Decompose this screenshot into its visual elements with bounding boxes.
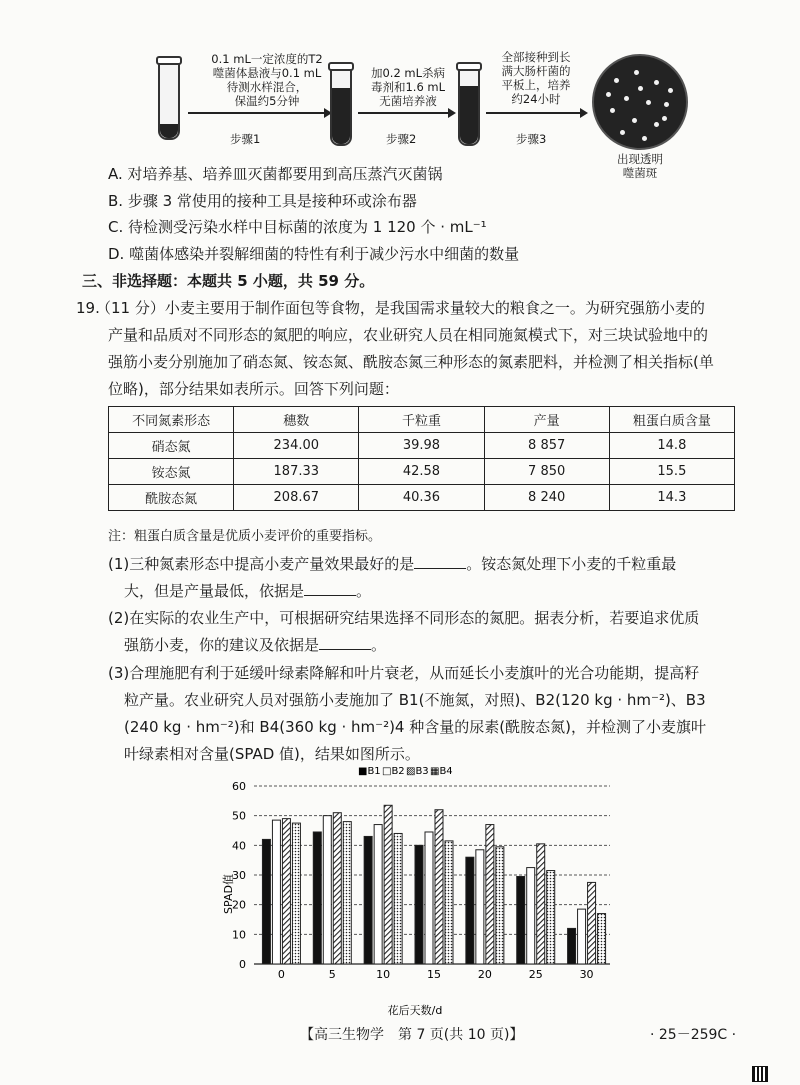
bar-b1 (262, 839, 270, 964)
x-tick-label: 0 (277, 968, 285, 981)
bar-b3 (282, 819, 290, 964)
table-cell: 8 240 (484, 485, 609, 511)
step3-label: 步骤3 (516, 132, 547, 146)
y-tick-label: 20 (232, 898, 246, 912)
q19-intro-4: 位略)，部分结果如表所示。回答下列问题： (108, 380, 399, 398)
table-header: 千粒重 (359, 407, 484, 433)
bar-b2 (578, 909, 586, 964)
table-header: 产量 (484, 407, 609, 433)
bar-b3 (588, 882, 596, 964)
bar-b4 (394, 833, 402, 964)
table-cell: 14.8 (609, 433, 734, 459)
bar-b3 (333, 813, 341, 964)
step1-label: 步骤1 (230, 132, 261, 146)
table-cell: 234.00 (234, 433, 359, 459)
option-a: A. 对培养基、培养皿灭菌都要用到高压蒸汽灭菌锅 (108, 165, 443, 183)
y-tick-label: 50 (232, 809, 246, 823)
bar-b4 (547, 871, 555, 964)
table-cell: 208.67 (234, 485, 359, 511)
table-row (109, 459, 735, 485)
legend-entry: ▨B3 (406, 766, 429, 777)
page-footer-center: 【高三生物学 第 7 页(共 10 页)】 (300, 1027, 524, 1043)
table-header: 粗蛋白质含量 (609, 407, 734, 433)
table-cell: 42.58 (359, 459, 484, 485)
table-row (109, 433, 735, 459)
section3-title: 三、非选择题：本题共 5 小题，共 59 分。 (82, 272, 375, 290)
bar-b2 (425, 832, 433, 964)
step3-note: 全部接种到长 满大肠杆菌的 平板上，培养 约24小时 (501, 50, 571, 106)
bar-b3 (537, 844, 545, 964)
x-tick-label: 5 (328, 968, 336, 981)
page-footer-right: · 25－259C · (650, 1027, 737, 1043)
table-cell: 15.5 (609, 459, 734, 485)
answer-blank-2[interactable] (304, 581, 356, 596)
x-tick-label: 20 (477, 968, 492, 981)
step1-note: 0.1 mL一定浓度的T2 噬菌体悬液与0.1 mL 待测水样混合， 保温约5分钟 (211, 52, 323, 108)
q19-sub1-text-a: (1)三种氮素形态中提高小麦产量效果最好的是 (108, 555, 415, 573)
bar-b1 (466, 857, 474, 964)
bar-b2 (476, 850, 484, 964)
bar-b1 (415, 845, 423, 964)
spad-bar-chart (210, 760, 620, 1020)
bar-b1 (364, 836, 372, 964)
q19-sub2-line1: (2)在实际的农业生产中，可根据研究结果选择不同形态的氮肥。据表分析，若要追求优质 (108, 609, 700, 627)
bar-b3 (486, 825, 494, 964)
table-cell: 40.36 (359, 485, 484, 511)
bar-b4 (343, 822, 351, 964)
step2-label: 步骤2 (386, 132, 417, 146)
y-tick-label: 10 (232, 928, 246, 942)
bar-b2 (272, 820, 280, 964)
answer-blank-3[interactable] (319, 635, 371, 650)
result-label: 出现透明 噬菌斑 (617, 152, 663, 180)
qr-code-icon (752, 1066, 768, 1082)
chart-legend (358, 766, 453, 777)
table-row (109, 485, 735, 511)
q19-sub1-text-d: 。 (356, 582, 372, 600)
q19-sub1-line2 (124, 580, 371, 602)
table-header: 穗数 (234, 407, 359, 433)
table-cell: 39.98 (359, 433, 484, 459)
step2-note: 加0.2 mL杀病 毒剂和1.6 mL 无菌培养液 (370, 66, 446, 108)
option-b: B. 步骤 3 常使用的接种工具是接种环或涂布器 (108, 192, 417, 210)
q19-intro-3: 强筋小麦分别施加了硝态氮、铵态氮、酰胺态氮三种形态的氮素肥料，并检测了相关指标(单 (108, 353, 714, 371)
x-tick-label: 30 (579, 968, 594, 981)
bar-b1 (313, 832, 321, 964)
option-d: D. 噬菌体感染并裂解细菌的特性有利于减少污水中细菌的数量 (108, 245, 520, 263)
bar-b4 (496, 847, 504, 964)
test-tube-1 (158, 60, 180, 140)
q19-number: 19. (76, 299, 100, 317)
q19-sub2-text-b: 。 (371, 636, 387, 654)
table-cell: 8 857 (484, 433, 609, 459)
y-axis-label: SPAD值 (222, 874, 235, 914)
bar-b2 (527, 868, 535, 964)
bar-b2 (323, 816, 331, 964)
x-tick-label: 25 (528, 968, 543, 981)
bar-b2 (374, 825, 382, 964)
q19-sub3-line1: (3)合理施肥有利于延缓叶绿素降解和叶片衰老，从而延长小麦旗叶的光合功能期，提高籽 (108, 664, 700, 682)
x-axis-label: 花后天数/d (387, 1004, 443, 1017)
y-tick-label: 60 (232, 780, 246, 793)
table-cell: 14.3 (609, 485, 734, 511)
bar-b1 (568, 928, 576, 964)
table-cell: 硝态氮 (109, 433, 234, 459)
q19-sub1-text-c: 大，但是产量最低，依据是 (124, 582, 305, 600)
q19-sub3-line2: 粒产量。农业研究人员对强筋小麦施加了 B1(不施氮，对照)、B2(120 kg · hm⁻²)、B3 (124, 691, 706, 709)
arrow-step1 (188, 112, 330, 114)
table-header: 不同氮素形态 (109, 407, 234, 433)
table-cell: 酰胺态氮 (109, 485, 234, 511)
arrow-step2 (358, 112, 454, 114)
bar-b4 (598, 914, 606, 964)
results-table (108, 406, 735, 511)
q19-sub3-line4: 叶绿素相对含量(SPAD 值)，结果如图所示。 (124, 745, 420, 763)
legend-entry: ■B1 (358, 766, 381, 777)
bar-b3 (435, 810, 443, 964)
bar-b3 (384, 805, 392, 964)
legend-entry: □B2 (382, 766, 405, 777)
bar-b1 (517, 876, 525, 964)
table-cell: 7 850 (484, 459, 609, 485)
answer-blank-1[interactable] (414, 554, 466, 569)
bar-b4 (292, 823, 300, 964)
x-tick-label: 10 (376, 968, 391, 981)
arrow-step3 (486, 112, 586, 114)
y-tick-label: 0 (239, 958, 246, 971)
x-tick-label: 15 (427, 968, 441, 981)
y-tick-label: 30 (232, 869, 246, 882)
bar-b4 (445, 841, 453, 964)
q19-sub2-text-a: 强筋小麦，你的建议及依据是 (124, 636, 320, 654)
test-tube-3 (458, 66, 480, 146)
table-cell: 铵态氮 (109, 459, 234, 485)
q19-sub3-line3: (240 kg · hm⁻²)和 B4(360 kg · hm⁻²)4 种含量的尿素(酰胺态氮)，并检测了小麦旗叶 (124, 718, 706, 736)
q19-intro-1: （11 分）小麦主要用于制作面包等食物，是我国需求量较大的粮食之一。为研究强筋小麦的 (96, 299, 705, 317)
q19-sub1-text-b: 。铵态氮处理下小麦的千粒重最 (466, 555, 677, 573)
option-c: C. 待检测受污染水样中目标菌的浓度为 1 120 个 · mL⁻¹ (108, 218, 487, 236)
y-tick-label: 40 (232, 839, 246, 853)
q19-sub1-line1 (108, 553, 676, 575)
table-note: 注：粗蛋白质含量是优质小麦评价的重要指标。 (108, 529, 382, 544)
table-cell: 187.33 (234, 459, 359, 485)
q19-sub2-line2 (124, 634, 386, 656)
test-tube-2 (330, 66, 352, 146)
legend-entry: ▦B4 (430, 766, 453, 777)
table-header-row (109, 407, 735, 433)
petri-plate (592, 54, 688, 150)
q19-intro-2: 产量和品质对不同形态的氮肥的响应，农业研究人员在相同施氮模式下，对三块试验地中的 (108, 326, 709, 344)
